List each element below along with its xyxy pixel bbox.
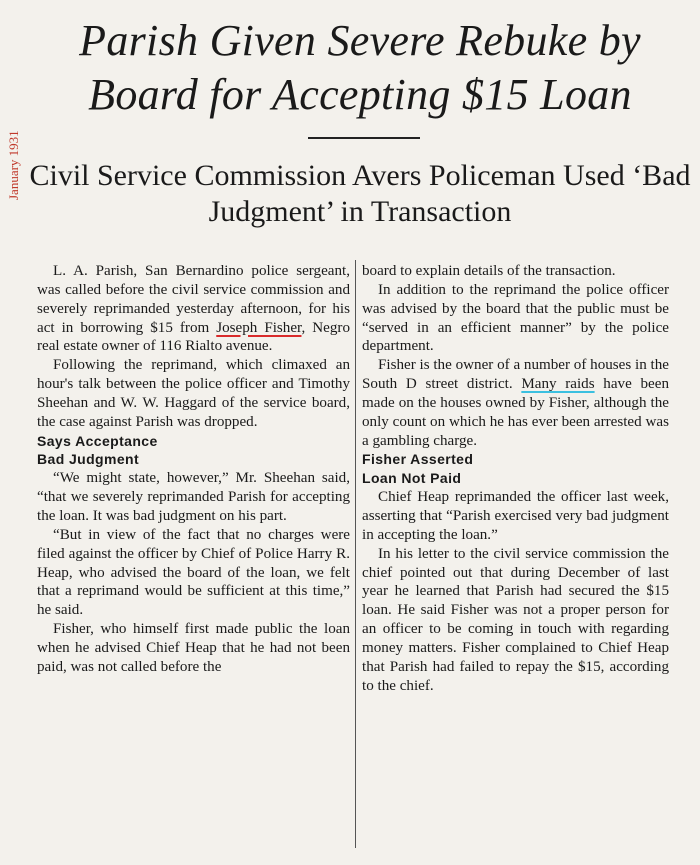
paragraph: “But in view of the fact that no charges were filed against the officer by Chief of Police Harry R. Heap, who advised the board of the loan, we felt that a reprimand would be sufficient at this time,” he said. — [37, 526, 350, 619]
paragraph: “We might state, however,” Mr. Sheehan said, “that we severely reprimanded Parish for accepting the loan. It was bad judgment on his part. — [37, 470, 350, 524]
highlighted-name: Joseph Fisher — [216, 319, 302, 336]
subhead-line-2: Bad Judgment — [37, 451, 140, 468]
paragraph: In his letter to the civil service commission the chief pointed out that during December of last year he learned that Parish had secured the $15 loan. He said Fisher was not a proper person for an officer to be coming in touch with regarding money matters. Fisher complained to Chief Heap that Parish had failed to repay the $15, according to the chief. — [362, 545, 669, 694]
highlighted-raids: Many raids — [521, 376, 595, 393]
paragraph-text: have been made on the houses owned by Fisher, although the only count on which he has ever been arrested was a gambling charge. — [362, 376, 669, 449]
paragraph: Fisher, who himself first made public the loan when he advised Chief Heap that he had not been paid, was not called before the — [37, 621, 350, 675]
headline-rule — [308, 137, 420, 139]
paragraph: Following the reprimand, which climaxed an hour's talk between the police officer and Timothy Sheehan and W. W. Haggard of the service board, the case against Parish was dropped. — [37, 357, 350, 430]
date-note: January 1931 — [6, 130, 21, 200]
article-column-2 — [362, 262, 669, 695]
paragraph-text: , Negro real estate owner of 116 Rialto avenue. — [37, 319, 350, 355]
subheadline: Civil Service Commission Avers Policeman Used ‘Bad Judgment’ in Transaction — [29, 159, 691, 228]
paragraph — [362, 356, 669, 450]
paragraph — [37, 262, 350, 356]
paragraph: In addition to the reprimand the police officer was advised by the board that the public must be “served in an efficient manner” by the police department. — [362, 281, 669, 355]
article-column-1 — [37, 262, 350, 677]
paragraph: Chief Heap reprimanded the officer last week, asserting that “Parish exercised very bad judgment in accepting the loan.” — [362, 489, 669, 543]
paragraph-text: Fisher is the owner of a number of houses in the South D street district. — [362, 357, 669, 393]
subhead-line-2: Loan Not Paid — [362, 470, 462, 487]
paragraph: board to explain details of the transaction. — [362, 263, 616, 279]
subhead-line-1: Says Acceptance — [37, 432, 158, 449]
paragraph-text: L. A. Parish, San Bernardino police sergeant, was called before the civil service commission and severely reprimanded yesterday afternoon, for his act in borrowing $15 from — [37, 263, 350, 336]
subhead-line-1: Fisher Asserted — [362, 451, 474, 468]
column-divider — [355, 260, 356, 848]
headline: Parish Given Severe Rebuke by Board for Accepting $15 Loan — [79, 16, 641, 119]
